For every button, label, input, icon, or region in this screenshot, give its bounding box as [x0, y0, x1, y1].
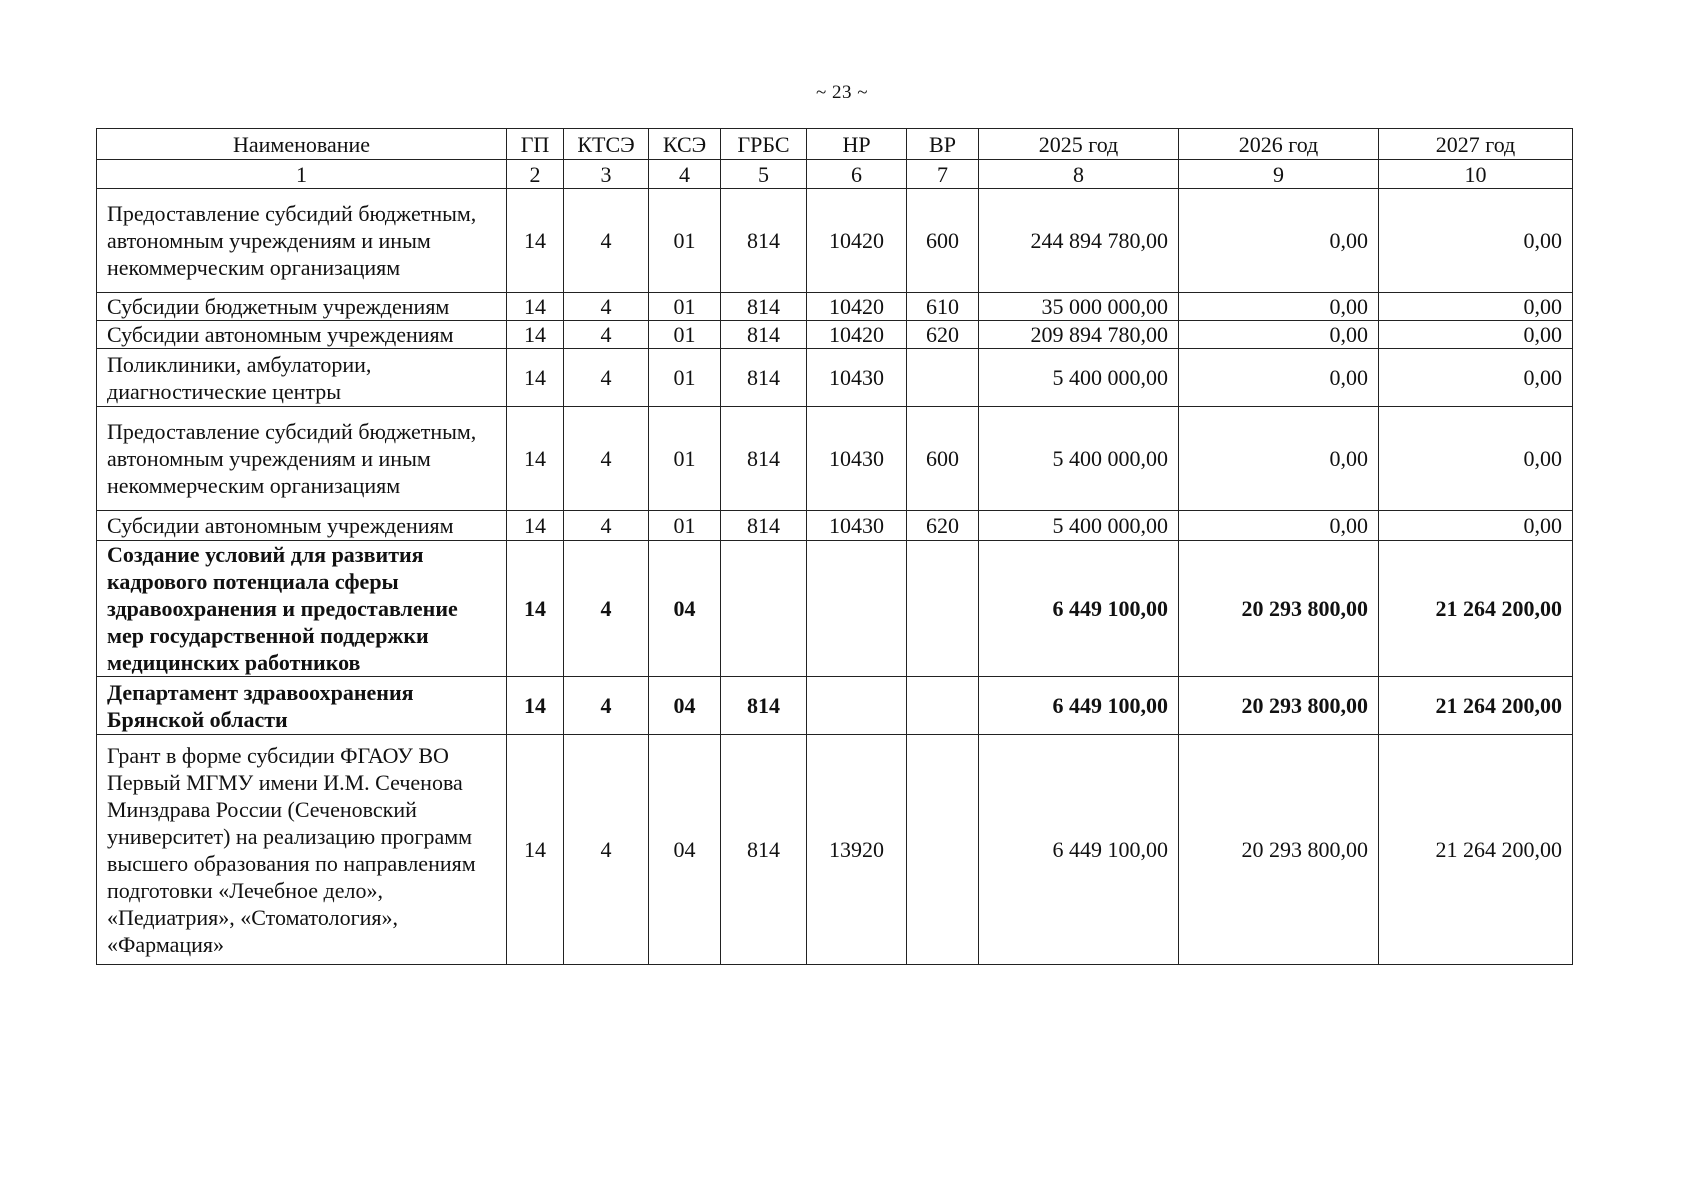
grbs-cell: 814 [721, 407, 807, 511]
header-cell: КТСЭ [564, 129, 649, 160]
gp-cell: 14 [507, 511, 564, 541]
grbs-cell: 814 [721, 349, 807, 407]
table-row [97, 677, 1573, 735]
amount-2026-cell: 0,00 [1179, 189, 1379, 293]
vr-cell: 620 [907, 321, 979, 349]
amount-2025-cell: 5 400 000,00 [979, 407, 1179, 511]
gp-cell: 14 [507, 189, 564, 293]
gp-cell: 14 [507, 349, 564, 407]
kse-cell: 01 [649, 511, 721, 541]
kse-cell: 01 [649, 407, 721, 511]
kse-cell: 01 [649, 321, 721, 349]
grbs-cell: 814 [721, 511, 807, 541]
nr-cell: 13920 [807, 735, 907, 965]
ktse-cell: 4 [564, 189, 649, 293]
grbs-cell: 814 [721, 293, 807, 321]
name-cell: Субсидии бюджетным учреждениям [97, 293, 507, 321]
ktse-cell: 4 [564, 511, 649, 541]
header-cell: КСЭ [649, 129, 721, 160]
grbs-cell [721, 541, 807, 677]
column-number: 10 [1379, 160, 1573, 189]
amount-2026-cell: 20 293 800,00 [1179, 541, 1379, 677]
kse-cell: 01 [649, 189, 721, 293]
kse-cell: 01 [649, 293, 721, 321]
amount-2027-cell: 0,00 [1379, 321, 1573, 349]
amount-2026-cell: 20 293 800,00 [1179, 735, 1379, 965]
column-number: 6 [807, 160, 907, 189]
header-cell: ВР [907, 129, 979, 160]
amount-2027-cell: 0,00 [1379, 293, 1573, 321]
table-row [97, 735, 1573, 965]
amount-2025-cell: 35 000 000,00 [979, 293, 1179, 321]
name-cell: Департамент здравоохранения Брянской области [97, 677, 507, 735]
column-number: 4 [649, 160, 721, 189]
nr-cell [807, 677, 907, 735]
ktse-cell: 4 [564, 349, 649, 407]
amount-2027-cell: 21 264 200,00 [1379, 677, 1573, 735]
grbs-cell: 814 [721, 735, 807, 965]
ktse-cell: 4 [564, 541, 649, 677]
vr-cell [907, 541, 979, 677]
gp-cell: 14 [507, 541, 564, 677]
name-cell: Грант в форме субсидии ФГАОУ ВО Первый МГМУ имени И.М. Сеченова Минздрава России (Сеченовский университет) на реализацию программ высшего образования по направлениям подготовки «Лечебное дело», «Педиатрия», «Стоматология», «Фармация» [97, 735, 507, 965]
name-cell: Предоставление субсидий бюджетным, автономным учреждениям и иным некоммерческим организациям [97, 189, 507, 293]
column-number: 8 [979, 160, 1179, 189]
column-number: 9 [1179, 160, 1379, 189]
header-cell: ГРБС [721, 129, 807, 160]
vr-cell: 600 [907, 189, 979, 293]
header-cell: ГП [507, 129, 564, 160]
vr-cell: 600 [907, 407, 979, 511]
column-number-row [97, 160, 1573, 189]
amount-2027-cell: 0,00 [1379, 511, 1573, 541]
header-cell: 2026 год [1179, 129, 1379, 160]
amount-2027-cell: 21 264 200,00 [1379, 735, 1573, 965]
amount-2026-cell: 0,00 [1179, 321, 1379, 349]
amount-2026-cell: 0,00 [1179, 293, 1379, 321]
amount-2027-cell: 21 264 200,00 [1379, 541, 1573, 677]
vr-cell [907, 349, 979, 407]
table-row [97, 189, 1573, 293]
column-number: 2 [507, 160, 564, 189]
amount-2025-cell: 6 449 100,00 [979, 541, 1179, 677]
table-row [97, 321, 1573, 349]
amount-2026-cell: 0,00 [1179, 349, 1379, 407]
header-row [97, 129, 1573, 160]
table-row [97, 407, 1573, 511]
amount-2025-cell: 6 449 100,00 [979, 735, 1179, 965]
nr-cell: 10430 [807, 511, 907, 541]
page-number: ~ 23 ~ [815, 82, 869, 103]
nr-cell: 10430 [807, 407, 907, 511]
vr-cell [907, 735, 979, 965]
name-cell: Предоставление субсидий бюджетным, автономным учреждениям и иным некоммерческим организациям [97, 407, 507, 511]
vr-cell: 610 [907, 293, 979, 321]
header-cell: 2027 год [1379, 129, 1573, 160]
ktse-cell: 4 [564, 677, 649, 735]
amount-2026-cell: 20 293 800,00 [1179, 677, 1379, 735]
gp-cell: 14 [507, 293, 564, 321]
ktse-cell: 4 [564, 321, 649, 349]
nr-cell [807, 541, 907, 677]
name-cell: Создание условий для развития кадрового потенциала сферы здравоохранения и предоставление мер государственной поддержки медицинских работников [97, 541, 507, 677]
gp-cell: 14 [507, 677, 564, 735]
vr-cell [907, 677, 979, 735]
kse-cell: 04 [649, 677, 721, 735]
nr-cell: 10430 [807, 349, 907, 407]
amount-2026-cell: 0,00 [1179, 407, 1379, 511]
kse-cell: 04 [649, 735, 721, 965]
amount-2027-cell: 0,00 [1379, 407, 1573, 511]
vr-cell: 620 [907, 511, 979, 541]
header-cell: Наименование [97, 129, 507, 160]
gp-cell: 14 [507, 407, 564, 511]
kse-cell: 04 [649, 541, 721, 677]
column-number: 7 [907, 160, 979, 189]
nr-cell: 10420 [807, 189, 907, 293]
amount-2027-cell: 0,00 [1379, 189, 1573, 293]
amount-2025-cell: 244 894 780,00 [979, 189, 1179, 293]
column-number: 1 [97, 160, 507, 189]
header-cell: НР [807, 129, 907, 160]
nr-cell: 10420 [807, 321, 907, 349]
grbs-cell: 814 [721, 189, 807, 293]
table-row [97, 511, 1573, 541]
budget-table [96, 128, 1573, 965]
ktse-cell: 4 [564, 293, 649, 321]
table-body [97, 189, 1573, 965]
amount-2025-cell: 5 400 000,00 [979, 349, 1179, 407]
column-number: 5 [721, 160, 807, 189]
name-cell: Субсидии автономным учреждениям [97, 511, 507, 541]
ktse-cell: 4 [564, 407, 649, 511]
amount-2025-cell: 5 400 000,00 [979, 511, 1179, 541]
table-row [97, 349, 1573, 407]
nr-cell: 10420 [807, 293, 907, 321]
gp-cell: 14 [507, 735, 564, 965]
grbs-cell: 814 [721, 677, 807, 735]
table-row [97, 541, 1573, 677]
amount-2026-cell: 0,00 [1179, 511, 1379, 541]
amount-2025-cell: 6 449 100,00 [979, 677, 1179, 735]
column-number: 3 [564, 160, 649, 189]
name-cell: Поликлиники, амбулатории, диагностические центры [97, 349, 507, 407]
ktse-cell: 4 [564, 735, 649, 965]
amount-2025-cell: 209 894 780,00 [979, 321, 1179, 349]
grbs-cell: 814 [721, 321, 807, 349]
name-cell: Субсидии автономным учреждениям [97, 321, 507, 349]
amount-2027-cell: 0,00 [1379, 349, 1573, 407]
gp-cell: 14 [507, 321, 564, 349]
kse-cell: 01 [649, 349, 721, 407]
table-row [97, 293, 1573, 321]
header-cell: 2025 год [979, 129, 1179, 160]
